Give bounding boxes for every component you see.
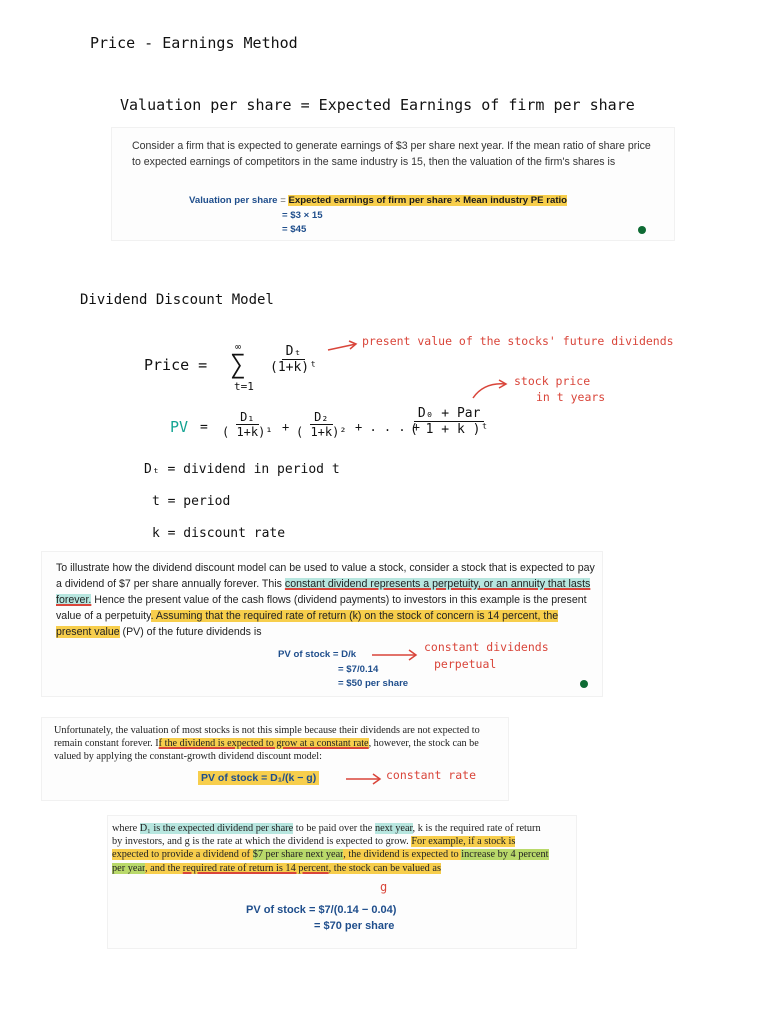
hl-example-intro: For example, if a stock is expected to provide a dividend of xyxy=(112,836,516,861)
arrow-constant-rate xyxy=(344,772,384,786)
example-eq-2: = $70 per share xyxy=(314,920,395,932)
pv-term-n xyxy=(410,406,488,437)
example-eq-1: PV of stock = $7/(0.14 − 0.04) xyxy=(246,904,397,916)
note-stock-price: stock price xyxy=(514,374,591,388)
hl-constant-rate: f the dividend is expected to grow at a constant rate xyxy=(158,738,369,749)
example-paragraph: where D₁ is the expected dividend per share to be paid over the next year, k is the required rate of return by investors, and g is the rate at which the dividend is expected to grow. For example, if a stock is expected to provide a dividend of $7 per share next year, the dividend is expected to increase by 4 percent per year, and the required rate of return is 14 percent, the stock can be valued as xyxy=(112,823,549,874)
hl-required-return: required rate of return is 14 percent xyxy=(182,862,329,874)
arrow-pv-note xyxy=(326,340,360,354)
pe-eq-label: Valuation per share xyxy=(189,195,278,206)
pv-term-1-num: D₁ xyxy=(236,410,258,425)
sum-fraction xyxy=(270,344,317,375)
sum-sign: ∑ xyxy=(230,350,246,380)
pv-term-2-num: D₂ xyxy=(310,410,332,425)
pe-eq-line2: = $3 × 15 xyxy=(282,210,323,221)
hl-growth-rate: increase by 4 percent per year xyxy=(112,849,549,874)
pe-eq-line3: = $45 xyxy=(282,224,307,235)
pe-formula: Valuation per share = Expected Earnings of firm per share xyxy=(120,96,635,114)
pv-label: PV xyxy=(170,418,189,436)
sum-denominator: (1+k)ᵗ xyxy=(270,360,317,375)
pe-excerpt xyxy=(112,128,674,240)
sum-numerator: Dₜ xyxy=(282,344,306,360)
note-constant-rate: constant rate xyxy=(386,768,477,782)
growth-paragraph: Unfortunately, the valuation of most stocks is not this simple because their dividends are not expected to remain constant forever. If the dividend is expected to grow at a constant rate, however, the stock can be valued by applying the constant-growth dividend discount model: xyxy=(54,725,480,762)
green-dot-marker xyxy=(638,226,646,234)
pv-term-1 xyxy=(222,410,273,439)
growth-excerpt xyxy=(42,718,508,800)
sum-bottom: t=1 xyxy=(234,380,254,393)
def-dividend: Dₜ = dividend in period t xyxy=(144,462,340,477)
pv-equals: = xyxy=(200,420,208,435)
pe-equation xyxy=(189,195,567,206)
pv-plus-1: + xyxy=(282,420,290,434)
pv-term-n-num: D₀ + Par xyxy=(414,406,485,422)
pv-term-n-den: ( 1 + k )ᵗ xyxy=(410,422,489,437)
pe-eq-equals: = xyxy=(280,195,286,206)
pe-heading: Price - Earnings Method xyxy=(90,34,298,52)
hl-required-rate: . Assuming that the required rate of return (k) on the stock of concern is 14 percent, the present value xyxy=(56,610,559,638)
perpetuity-excerpt xyxy=(42,552,602,696)
pe-paragraph: Consider a firm that is expected to generate earnings of $3 per share next year. If the mean ratio of share price to expected earnings of competitors in the same industry is 15, then the valuation of the firm's shares is xyxy=(132,140,651,168)
def-period: t = period xyxy=(152,494,231,509)
pv-ellipsis: + . . . + xyxy=(355,420,421,434)
pv-term-2-den: ( 1+k)² xyxy=(296,425,347,439)
green-dot-marker xyxy=(580,680,588,688)
sum-top: ∞ xyxy=(235,342,242,353)
hl-expected-dividend: D₁ is the expected dividend per share xyxy=(139,823,294,834)
perp-eq-3: = $50 per share xyxy=(338,678,409,689)
hl-seven-per-share: $7 per share next year xyxy=(252,849,344,861)
perp-eq-2: = $7/0.14 xyxy=(338,664,379,675)
note-in-t-years: in t years xyxy=(536,390,606,404)
growth-equation: PV of stock = D₁/(k − g) xyxy=(198,771,319,785)
arrow-stock-price xyxy=(470,378,510,400)
ddm-price-label: Price = xyxy=(144,356,208,374)
note-constant-dividends: constant dividends xyxy=(424,640,549,654)
example-excerpt xyxy=(108,816,576,948)
note-perpetual: perpetual xyxy=(434,657,497,671)
hl-next-year: next year xyxy=(374,823,413,834)
arrow-constant-dividends xyxy=(370,648,420,662)
def-discount-rate: k = discount rate xyxy=(152,526,286,541)
pv-term-2 xyxy=(296,410,347,439)
perp-eq-1: PV of stock = D/k xyxy=(278,649,357,660)
pv-term-1-den: ( 1+k)¹ xyxy=(222,425,273,439)
note-g: g xyxy=(380,880,388,894)
hl-constant-dividend: constant dividend represents a perpetuity, or an annuity that lasts forever. xyxy=(56,578,591,606)
pe-eq-rhs: Expected earnings of firm per share × Mean industry PE ratio xyxy=(288,195,568,206)
perpetuity-paragraph: To illustrate how the dividend discount model can be used to value a stock, consider a stock that is expected to pay a dividend of $7 per share annually forever. This constant dividend represents a perpetuity, or an annuity that lasts forever. Hence the present value of the cash flows (dividend payments) to investors in this example is the present value of a perpetuity. Assuming that the required rate of return (k) on the stock of concern is 14 percent, the present value (PV) of the future dividends is xyxy=(56,562,595,638)
note-present-value: present value of the stocks' future dividends xyxy=(362,334,674,348)
ddm-heading: Dividend Discount Model xyxy=(80,292,274,308)
